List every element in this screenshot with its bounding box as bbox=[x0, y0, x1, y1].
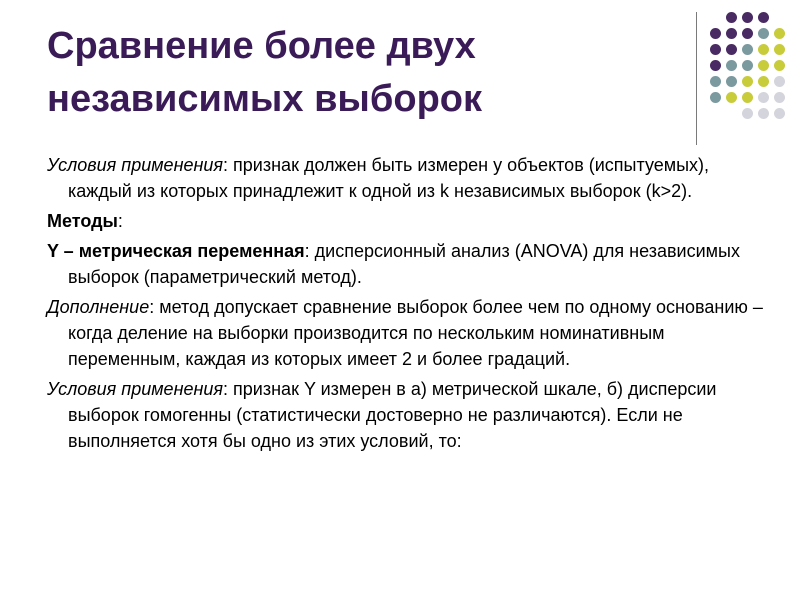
decorative-dot bbox=[758, 76, 769, 87]
paragraph-addition bbox=[47, 294, 767, 372]
slide-title-line-2: независимых выборок bbox=[47, 78, 483, 120]
slide-title-line-1: Сравнение более двух bbox=[47, 25, 476, 67]
decorative-dot-grid bbox=[710, 12, 790, 132]
paragraph-methods bbox=[47, 208, 767, 234]
decorative-dot bbox=[742, 108, 753, 119]
paragraph-label: Условия применения bbox=[47, 379, 224, 399]
decorative-dot bbox=[774, 60, 785, 71]
decorative-dot bbox=[774, 92, 785, 103]
decorative-dot bbox=[742, 44, 753, 55]
decorative-dot bbox=[758, 44, 769, 55]
paragraph-conditions-2 bbox=[47, 376, 767, 454]
decorative-dot bbox=[758, 92, 769, 103]
paragraph-conditions bbox=[47, 152, 767, 204]
decorative-dot bbox=[726, 12, 737, 23]
decorative-dot bbox=[758, 12, 769, 23]
slide-title bbox=[47, 20, 667, 126]
decorative-dot bbox=[742, 12, 753, 23]
decorative-dot bbox=[758, 28, 769, 39]
decorative-dot bbox=[742, 76, 753, 87]
paragraph-text: признак Y измерен в а) метрической шкале, б) дисперсии выборок гомогенны (статистически достоверно не различаются). Если не выполняется хотя бы одно из этих условий, то: bbox=[68, 379, 717, 451]
paragraph-separator: : bbox=[117, 211, 123, 231]
decorative-dot bbox=[774, 28, 785, 39]
decorative-dot bbox=[726, 60, 737, 71]
paragraph-text: дисперсионный анализ (ANOVA) для независимых выборок (параметрический метод). bbox=[68, 241, 740, 287]
decorative-dot bbox=[742, 60, 753, 71]
slide-body bbox=[47, 152, 767, 458]
decorative-dot bbox=[774, 44, 785, 55]
vertical-divider bbox=[696, 12, 697, 145]
decorative-dot bbox=[742, 92, 753, 103]
paragraph-label: Методы bbox=[47, 211, 118, 231]
decorative-dot bbox=[774, 108, 785, 119]
paragraph-separator: : bbox=[223, 379, 234, 399]
decorative-dot bbox=[726, 44, 737, 55]
decorative-dot bbox=[758, 60, 769, 71]
decorative-dot bbox=[726, 76, 737, 87]
paragraph-separator: : bbox=[304, 241, 315, 261]
decorative-dot bbox=[742, 28, 753, 39]
decorative-dot bbox=[710, 92, 721, 103]
paragraph-label: Y – метрическая переменная bbox=[47, 241, 305, 261]
decorative-dot bbox=[774, 76, 785, 87]
decorative-dot bbox=[710, 76, 721, 87]
paragraph-separator: : bbox=[223, 155, 234, 175]
paragraph-separator: : bbox=[149, 297, 160, 317]
decorative-dot bbox=[726, 28, 737, 39]
paragraph-text: метод допускает сравнение выборок более чем по одному основанию – когда деление на выборки производится по нескольким номинативным переменным, каждая из которых имеет 2 и более градаций. bbox=[68, 297, 763, 369]
decorative-dot bbox=[710, 60, 721, 71]
paragraph-metric-variable bbox=[47, 238, 767, 290]
paragraph-label: Условия применения bbox=[47, 155, 224, 175]
decorative-dot bbox=[758, 108, 769, 119]
decorative-dot bbox=[710, 28, 721, 39]
paragraph-text: признак должен быть измерен у объектов (испытуемых), каждый из которых принадлежит к одной из k независимых выборок (k>2). bbox=[68, 155, 710, 201]
decorative-dot bbox=[726, 92, 737, 103]
decorative-dot bbox=[710, 44, 721, 55]
paragraph-label: Дополнение bbox=[47, 297, 150, 317]
